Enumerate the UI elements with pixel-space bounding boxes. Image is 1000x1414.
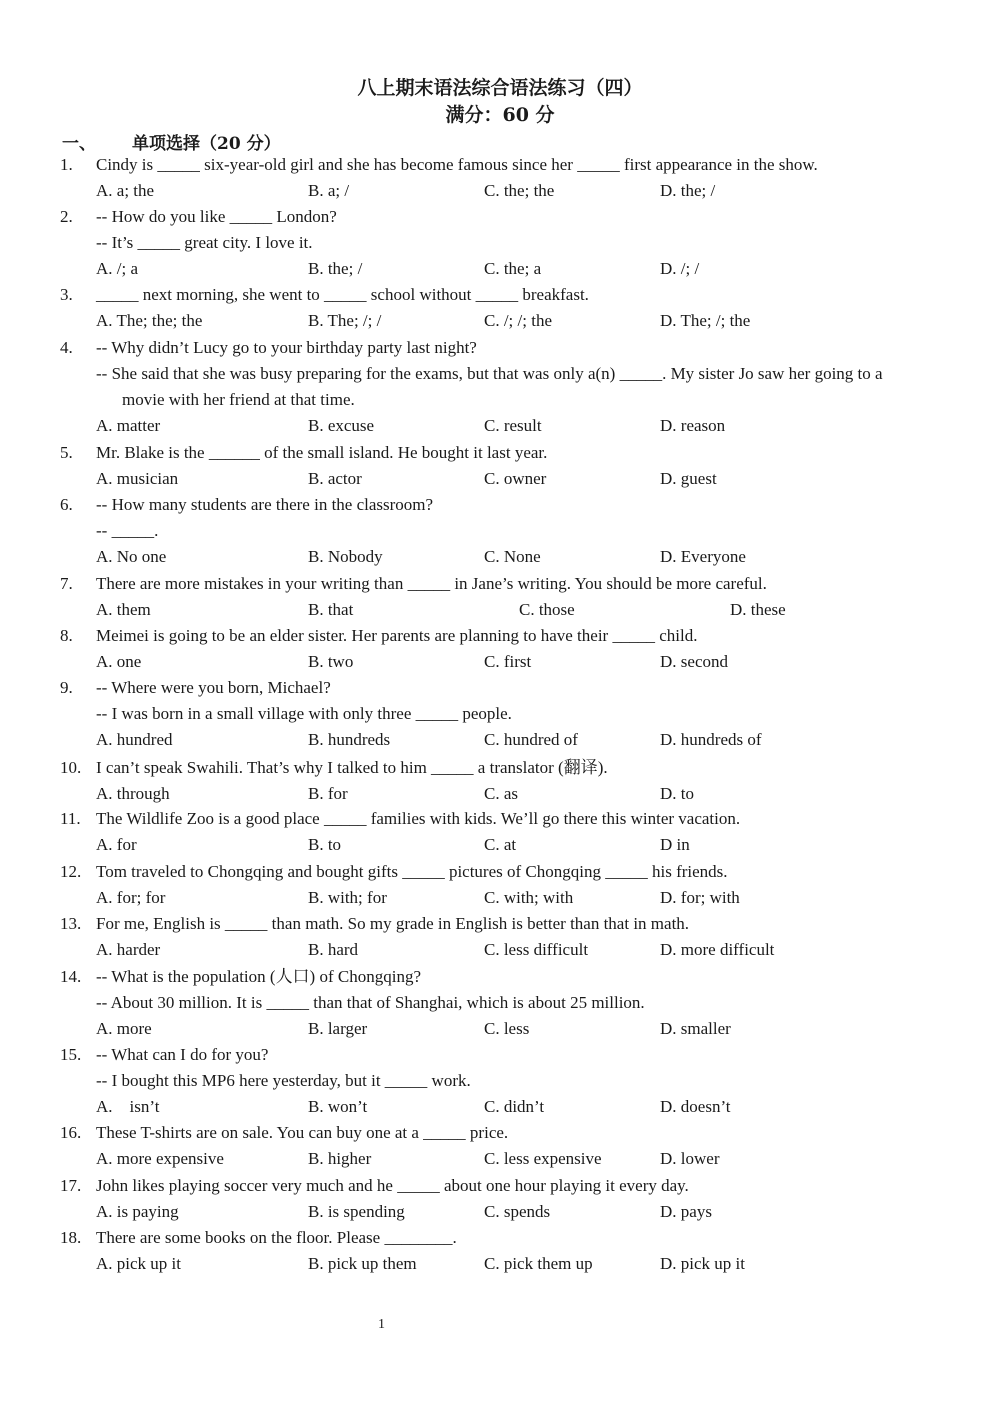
question-number: 14.	[60, 967, 82, 986]
answer-options	[0, 1016, 1000, 1042]
option-b: B. pick up them	[308, 1254, 417, 1273]
option-b: B. with; for	[308, 888, 387, 907]
full-score: 满分：60 分	[445, 104, 555, 126]
answer-options	[0, 649, 1000, 675]
question-text: Mr. Blake is the ______ of the small island. He bought it last year.	[96, 443, 548, 462]
option-c: C. those	[519, 600, 575, 619]
option-b: B. actor	[308, 469, 362, 488]
question-number: 10.	[60, 758, 82, 777]
option-a: A. harder	[96, 940, 161, 959]
option-b: B. excuse	[308, 416, 375, 435]
option-d: D. more difficult	[660, 940, 775, 959]
option-d: D. doesn’t	[660, 1097, 731, 1116]
option-b: B. larger	[308, 1019, 368, 1038]
question-number: 13.	[60, 914, 82, 933]
question-text: -- She said that she was busy preparing for the exams, but that was only a(n) _____. My sister Jo saw her going to a	[96, 364, 883, 383]
question-text: I can’t speak Swahili. That’s why I talked to him _____ a translator (翻译).	[96, 758, 608, 777]
option-c: C. the; the	[484, 181, 555, 200]
option-d: D. for; with	[660, 888, 740, 907]
question-text: -- I was born in a small village with only three _____ people.	[96, 704, 512, 723]
option-b: B. two	[308, 652, 354, 671]
question-text: There are some books on the floor. Please ________.	[96, 1228, 457, 1247]
option-b: B. is spending	[308, 1202, 405, 1221]
option-c: C. less	[484, 1019, 530, 1038]
answer-options	[0, 781, 1000, 807]
answer-options	[0, 1094, 1000, 1120]
question-text: movie with her friend at that time.	[122, 390, 355, 409]
option-a: A. matter	[96, 416, 161, 435]
option-a: A. for; for	[96, 888, 166, 907]
question-item	[0, 1225, 1000, 1277]
option-c: C. didn’t	[484, 1097, 545, 1116]
question-number: 2.	[60, 207, 73, 226]
option-d: D. /; /	[660, 259, 700, 278]
option-a: A. is paying	[96, 1202, 179, 1221]
question-item	[0, 755, 1000, 807]
answer-options	[0, 1146, 1000, 1172]
answer-options	[0, 466, 1000, 492]
question-text: These T-shirts are on sale. You can buy one at a _____ price.	[96, 1123, 509, 1142]
option-b: B. for	[308, 784, 348, 803]
question-text: For me, English is _____ than math. So my grade in English is better than that in math.	[96, 914, 690, 933]
question-item	[0, 492, 1000, 570]
question-number: 15.	[60, 1045, 82, 1064]
option-d: D. Everyone	[660, 547, 746, 566]
answer-options	[0, 1251, 1000, 1277]
option-a: A. /; a	[96, 259, 139, 278]
option-d: D. to	[660, 784, 694, 803]
option-c: C. the; a	[484, 259, 542, 278]
answer-options	[0, 1199, 1000, 1225]
question-text: John likes playing soccer very much and he _____ about one hour playing it every day.	[96, 1176, 689, 1195]
question-text: -- About 30 million. It is _____ than that of Shanghai, which is about 25 million.	[96, 993, 645, 1012]
option-d: D. the; /	[660, 181, 716, 200]
question-item	[0, 623, 1000, 675]
option-a: A. isn’t	[96, 1097, 160, 1116]
question-item	[0, 204, 1000, 282]
option-b: B. hundreds	[308, 730, 391, 749]
question-number: 11.	[60, 809, 81, 828]
option-c: C. None	[484, 547, 541, 566]
option-b: B. the; /	[308, 259, 363, 278]
question-text: -- What is the population (人口) of Chongqing?	[96, 967, 421, 986]
option-b: B. Nobody	[308, 547, 383, 566]
option-a: A. The; the; the	[96, 311, 203, 330]
answer-options	[0, 178, 1000, 204]
question-number: 8.	[60, 626, 73, 645]
option-d: D. pick up it	[660, 1254, 745, 1273]
question-item	[0, 440, 1000, 492]
option-d: D. pays	[660, 1202, 712, 1221]
question-text: The Wildlife Zoo is a good place _____ families with kids. We’ll go there this winter vacation.	[96, 809, 741, 828]
page-title: 八上期末语法综合语法练习（四）	[357, 77, 643, 99]
option-b: B. to	[308, 835, 342, 854]
question-text: There are more mistakes in your writing than _____ in Jane’s writing. You should be more careful.	[96, 574, 767, 593]
option-b: B. won’t	[308, 1097, 368, 1116]
option-a: A. them	[96, 600, 151, 619]
option-c: C. /; /; the	[484, 311, 552, 330]
option-b: B. hard	[308, 940, 359, 959]
section-title: 单项选择（20 分）	[132, 134, 281, 154]
question-item	[0, 571, 1000, 623]
option-c: C. at	[484, 835, 517, 854]
answer-options	[0, 308, 1000, 334]
option-d: D. these	[730, 600, 786, 619]
option-a: A. hundred	[96, 730, 173, 749]
question-item	[0, 1120, 1000, 1172]
option-c: C. with; with	[484, 888, 574, 907]
option-c: C. as	[484, 784, 518, 803]
question-item	[0, 1042, 1000, 1120]
question-item	[0, 911, 1000, 963]
question-item	[0, 335, 1000, 439]
answer-options	[0, 937, 1000, 963]
option-c: C. owner	[484, 469, 547, 488]
option-d: D in	[660, 835, 690, 854]
question-number: 12.	[60, 862, 82, 881]
option-a: A. musician	[96, 469, 179, 488]
option-a: A. No one	[96, 547, 167, 566]
question-number: 1.	[60, 155, 73, 174]
answer-options	[0, 597, 1000, 623]
option-b: B. higher	[308, 1149, 372, 1168]
question-item	[0, 282, 1000, 334]
question-text: -- _____.	[96, 521, 159, 540]
question-text: -- What can I do for you?	[96, 1045, 269, 1064]
option-c: C. spends	[484, 1202, 551, 1221]
question-text: -- It’s _____ great city. I love it.	[96, 233, 313, 252]
option-c: C. result	[484, 416, 542, 435]
page-number: 1	[378, 1317, 385, 1332]
question-number: 3.	[60, 285, 73, 304]
question-item	[0, 152, 1000, 204]
option-a: A. pick up it	[96, 1254, 181, 1273]
option-c: C. pick them up	[484, 1254, 593, 1273]
option-a: A. one	[96, 652, 142, 671]
option-d: D. hundreds of	[660, 730, 762, 749]
option-b: B. that	[308, 600, 354, 619]
question-number: 18.	[60, 1228, 82, 1247]
question-number: 7.	[60, 574, 73, 593]
option-d: D. lower	[660, 1149, 720, 1168]
section-heading	[62, 129, 281, 154]
question-text: Cindy is _____ six-year-old girl and she has become famous since her _____ first appearance in the show.	[96, 155, 818, 174]
option-d: D. guest	[660, 469, 717, 488]
question-item	[0, 1173, 1000, 1225]
question-number: 6.	[60, 495, 73, 514]
question-text: -- Where were you born, Michael?	[96, 678, 331, 697]
option-d: D. smaller	[660, 1019, 731, 1038]
option-a: A. for	[96, 835, 137, 854]
option-d: D. The; /; the	[660, 311, 751, 330]
answer-options	[0, 256, 1000, 282]
option-a: A. more	[96, 1019, 152, 1038]
question-text: Meimei is going to be an elder sister. Her parents are planning to have their _____ child.	[96, 626, 698, 645]
question-number: 4.	[60, 338, 73, 357]
option-c: C. first	[484, 652, 532, 671]
section-number: 一、	[62, 134, 96, 154]
option-c: C. less difficult	[484, 940, 589, 959]
option-d: D. reason	[660, 416, 726, 435]
question-text: -- How do you like _____ London?	[96, 207, 337, 226]
option-b: B. The; /; /	[308, 311, 382, 330]
answer-options	[0, 727, 1000, 753]
option-b: B. a; /	[308, 181, 350, 200]
option-c: C. hundred of	[484, 730, 578, 749]
question-item	[0, 806, 1000, 858]
answer-options	[0, 413, 1000, 439]
question-text: -- Why didn’t Lucy go to your birthday party last night?	[96, 338, 477, 357]
question-number: 16.	[60, 1123, 82, 1142]
question-text: Tom traveled to Chongqing and bought gifts _____ pictures of Chongqing _____ his friends.	[96, 862, 728, 881]
question-number: 9.	[60, 678, 73, 697]
question-item	[0, 964, 1000, 1042]
option-a: A. through	[96, 784, 170, 803]
question-text: _____ next morning, she went to _____ school without _____ breakfast.	[96, 285, 589, 304]
answer-options	[0, 885, 1000, 911]
question-text: -- I bought this MP6 here yesterday, but it _____ work.	[96, 1071, 471, 1090]
question-number: 5.	[60, 443, 73, 462]
question-text: -- How many students are there in the classroom?	[96, 495, 434, 514]
question-item	[0, 859, 1000, 911]
option-c: C. less expensive	[484, 1149, 602, 1168]
option-a: A. more expensive	[96, 1149, 224, 1168]
option-a: A. a; the	[96, 181, 155, 200]
answer-options	[0, 544, 1000, 570]
question-item	[0, 675, 1000, 753]
option-d: D. second	[660, 652, 728, 671]
answer-options	[0, 832, 1000, 858]
question-number: 17.	[60, 1176, 82, 1195]
